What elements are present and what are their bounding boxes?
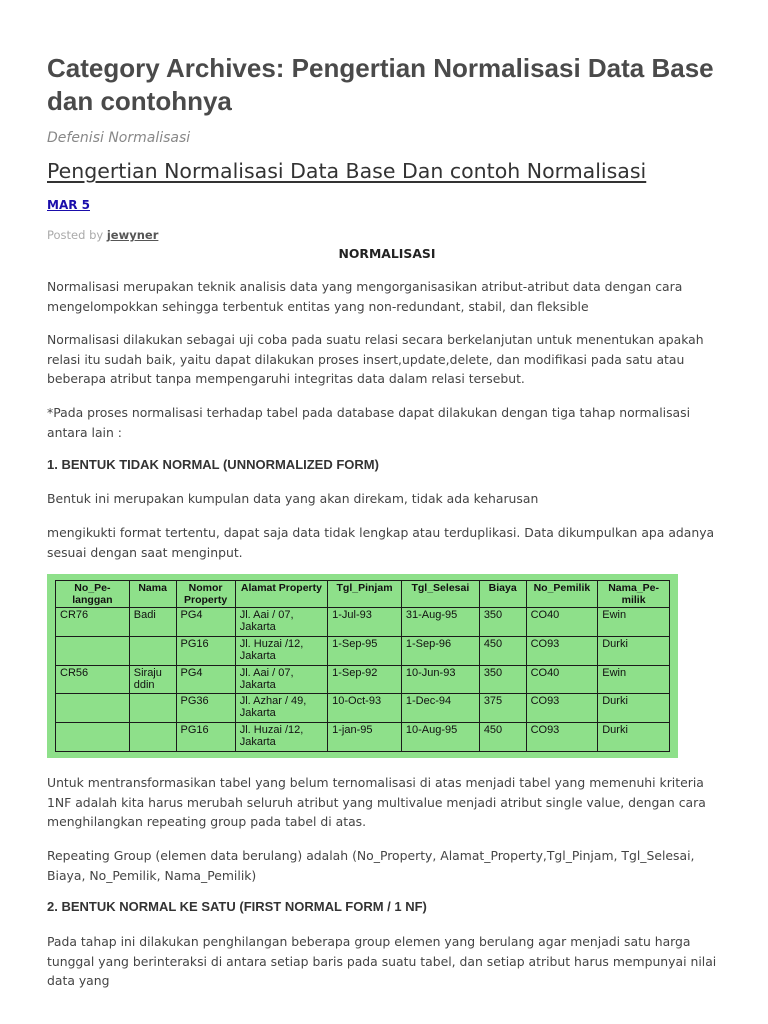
table-row [56, 694, 670, 723]
table-cell: CO93 [526, 723, 598, 752]
section-heading-first-normal-form: 2. BENTUK NORMAL KE SATU (FIRST NORMAL FORM / 1 NF) [47, 899, 427, 914]
column-header: Nomor Property [176, 581, 235, 608]
table-cell: 1-jan-95 [328, 723, 402, 752]
paragraph: Untuk mentransformasikan tabel yang belum ternomalisasi di atas menjadi tabel yang memenuhi kriteria 1NF adalah kita harus merubah seluruh atribut yang multivalue menjadi atribut single value, dengan cara menghilangkan repeating group pada tabel di atas. [47, 775, 706, 829]
table-cell [129, 636, 176, 665]
table-cell: CO93 [526, 694, 598, 723]
table-cell: 375 [479, 694, 526, 723]
table-cell: 1-Sep-96 [401, 636, 479, 665]
table-cell: PG16 [176, 723, 235, 752]
paragraph: Normalisasi dilakukan sebagai uji coba pada suatu relasi secara berkelanjutan untuk menentukan apakah relasi itu sudah baik, yaitu dapat dilakukan proses insert,update,delete, dan modifikasi pada satu atau beberapa atribut tanpa mempengaruhi integritas data dalam relasi tersebut. [47, 332, 704, 386]
table-cell [129, 723, 176, 752]
table-cell: CO40 [526, 608, 598, 637]
table-cell: Badi [129, 608, 176, 637]
paragraph: Pada tahap ini dilakukan penghilangan beberapa group elemen yang berulang agar menjadi satu harga tunggal yang berinteraksi di antara setiap baris pada suatu tabel, dan setiap atribut harus mempunyai nilai data yang [47, 934, 717, 988]
table-cell: 350 [479, 608, 526, 637]
paragraph: *Pada proses normalisasi terhadap tabel pada database dapat dilakukan dengan tiga tahap normalisasi antara lain : [47, 405, 691, 440]
table-cell: CR76 [56, 608, 130, 637]
table-header-row [56, 581, 670, 608]
category-link[interactable]: Defenisi Normalisasi [47, 130, 191, 146]
table-row [56, 636, 670, 665]
table-cell: Durki [598, 723, 670, 752]
column-header: No_Pemilik [526, 581, 598, 608]
table-cell [56, 636, 130, 665]
column-header: Tgl_Selesai [401, 581, 479, 608]
table-cell: 1-Sep-92 [328, 665, 402, 694]
table-cell: 1-Dec-94 [401, 694, 479, 723]
table-cell: PG4 [176, 608, 235, 637]
table-cell: 31-Aug-95 [401, 608, 479, 637]
post-byline [47, 228, 158, 242]
author-link[interactable]: jewyner [106, 228, 159, 242]
paragraph: Bentuk ini merupakan kumpulan data yang akan direkam, tidak ada keharusan [47, 491, 539, 506]
posted-by-label: Posted by [47, 228, 104, 242]
table-cell: Durki [598, 694, 670, 723]
table-cell: Ewin [598, 665, 670, 694]
table-cell: 350 [479, 665, 526, 694]
table-cell: Jl. Huzai /12, Jakarta [235, 723, 327, 752]
paragraph: Normalisasi merupakan teknik analisis data yang mengorganisasikan atribut-atribut data dengan cara mengelompokkan sehingga terbentuk entitas yang non-redundant, stabil, dan fleksible [47, 279, 683, 314]
column-header: Tgl_Pinjam [328, 581, 402, 608]
table-cell [56, 723, 130, 752]
table-row [56, 608, 670, 637]
column-header: Alamat Property [235, 581, 327, 608]
table-cell [129, 694, 176, 723]
table-cell: Durki [598, 636, 670, 665]
table-cell: 450 [479, 636, 526, 665]
table-cell: Siraju ddin [129, 665, 176, 694]
table-cell: CO93 [526, 636, 598, 665]
column-header: Nama [129, 581, 176, 608]
paragraph: mengikukti format tertentu, dapat saja data tidak lengkap atau terduplikasi. Data dikumpulkan apa adanya sesuai dengan saat menginput. [47, 525, 715, 560]
table-cell [56, 694, 130, 723]
normalisasi-heading: NORMALISASI [338, 246, 436, 261]
column-header: Nama_Pe-milik [598, 581, 670, 608]
archive-title: Category Archives: Pengertian Normalisasi Data Base dan contohnya [47, 53, 714, 116]
section-heading-unnormalized: 1. BENTUK TIDAK NORMAL (UNNORMALIZED FORM) [47, 457, 379, 472]
post-title-link[interactable]: Pengertian Normalisasi Data Base Dan contoh Normalisasi [47, 159, 647, 183]
table-cell: 1-Jul-93 [328, 608, 402, 637]
table-row [56, 723, 670, 752]
table-cell: 450 [479, 723, 526, 752]
table-cell: Jl. Azhar / 49, Jakarta [235, 694, 327, 723]
unnormalized-table [55, 580, 670, 752]
table-cell: 10-Oct-93 [328, 694, 402, 723]
post-date-link[interactable]: MAR 5 [47, 198, 90, 212]
table-row [56, 665, 670, 694]
table-cell: PG36 [176, 694, 235, 723]
table-cell: 10-Jun-93 [401, 665, 479, 694]
table-cell: Ewin [598, 608, 670, 637]
table-cell: Jl. Huzai /12, Jakarta [235, 636, 327, 665]
table-cell: 10-Aug-95 [401, 723, 479, 752]
column-header: No_Pe-langgan [56, 581, 130, 608]
table-cell: PG4 [176, 665, 235, 694]
table-cell: PG16 [176, 636, 235, 665]
paragraph: Repeating Group (elemen data berulang) adalah (No_Property, Alamat_Property,Tgl_Pinjam, Tgl_Selesai, Biaya, No_Pemilik, Nama_Pemilik) [47, 848, 695, 883]
table-cell: 1-Sep-95 [328, 636, 402, 665]
column-header: Biaya [479, 581, 526, 608]
table-cell: CR56 [56, 665, 130, 694]
table-cell: Jl. Aai / 07, Jakarta [235, 665, 327, 694]
table-cell: Jl. Aai / 07, Jakarta [235, 608, 327, 637]
table-cell: CO40 [526, 665, 598, 694]
unnormalized-table-image [47, 574, 678, 758]
